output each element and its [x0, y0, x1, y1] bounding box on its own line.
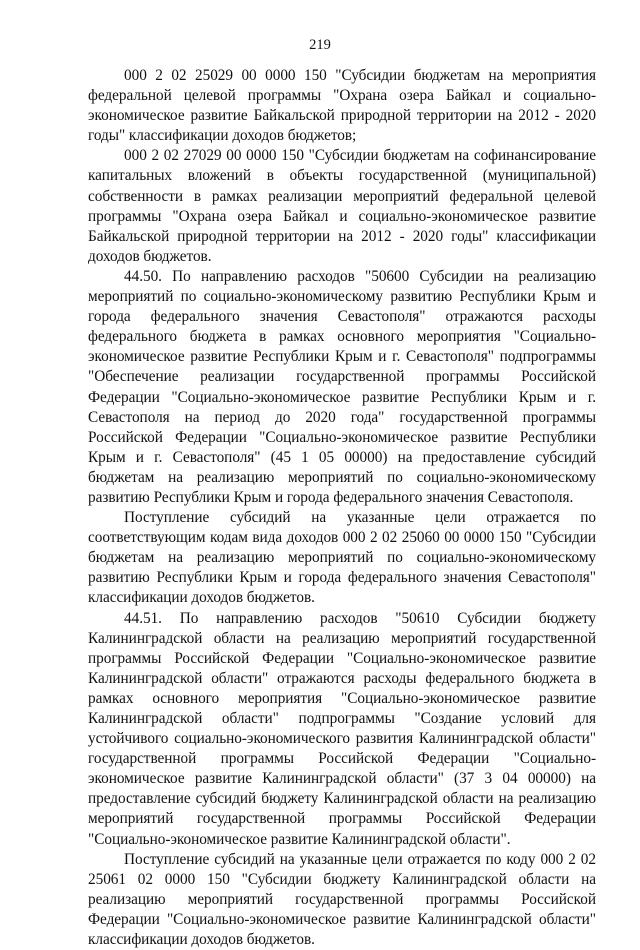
document-body [88, 66, 596, 950]
paragraph-code-25029: 000 2 02 25029 00 0000 150 "Субсидии бюджетам на мероприятия федеральной целевой программы "Охрана озера Байкал и социально-экономическое развитие Байкальской природной территории на 2012 - 2020 годы" классификации доходов бюджетов; [88, 67, 596, 145]
paragraph-44-50: 44.50. По направлению расходов "50600 Субсидии на реализацию мероприятий по социально-экономическому развитию Республики Крым и города федерального значения Севастополя" отражаются расходы федерального бюджета в рамках основного мероприятия "Социально-экономическое развитие Республики Крым и г. Севастополя" подпрограммы "Обеспечение реализации государственной программы Российской Федерации "Социально-экономическое развитие Республики Крым и г. Севастополя на период до 2020 года" государственной программы Российской Федерации "Социально-экономическое развитие Республики Крым и г. Севастополя" (45 1 05 00000) на предоставление субсидий бюджетам на реализацию мероприятий по социально-экономическому развитию Республики Крым и города федерального значения Севастополя. [88, 267, 596, 506]
page-number: 219 [309, 37, 331, 53]
paragraph-receipt-crimea: Поступление субсидий на указанные цели отражается по соответствующим кодам вида доходов 000 2 02 25060 00 0000 150 "Субсидии бюджетам на реализацию мероприятий по социально-экономическому развитию Республики Крым и города федерального значения Севастополя" классификации доходов бюджетов. [88, 509, 596, 607]
paragraph-receipt-kaliningrad: Поступление субсидий на указанные цели отражается по коду 000 2 02 25061 02 0000 150 "Субсидии бюджету Калининградской области на реализацию мероприятий государственной программы Российской Федерации "Социально-экономическое развитие Калининградской области" классификации доходов бюджетов. [88, 850, 596, 949]
paragraph-44-51: 44.51. По направлению расходов "50610 Субсидии бюджету Калининградской области на реализацию мероприятий государственной программы Российской Федерации "Социально-экономическое развитие Калининградской области" отражаются расходы федерального бюджета в рамках основного мероприятия "Социально-экономическое развитие Калининградской области" подпрограммы "Создание условий для устойчивого социально-экономического развития Калининградской области" государственной программы Российской Федерации "Социально-экономическое развитие Калининградской области" (37 3 04 00000) на предоставление субсидий бюджету Калининградской области на реализацию мероприятий государственной программы Российской Федерации "Социально-экономическое развитие Калининградской области". [88, 609, 596, 848]
paragraph-code-27029: 000 2 02 27029 00 0000 150 "Субсидии бюджетам на софинансирование капитальных вложений в объекты государственной (муниципальной) собственности в рамках реализации мероприятий федеральной целевой программы "Охрана озера Байкал и социально-экономическое развитие Байкальской природной территории на 2012 - 2020 годы" классификации доходов бюджетов. [88, 147, 596, 265]
